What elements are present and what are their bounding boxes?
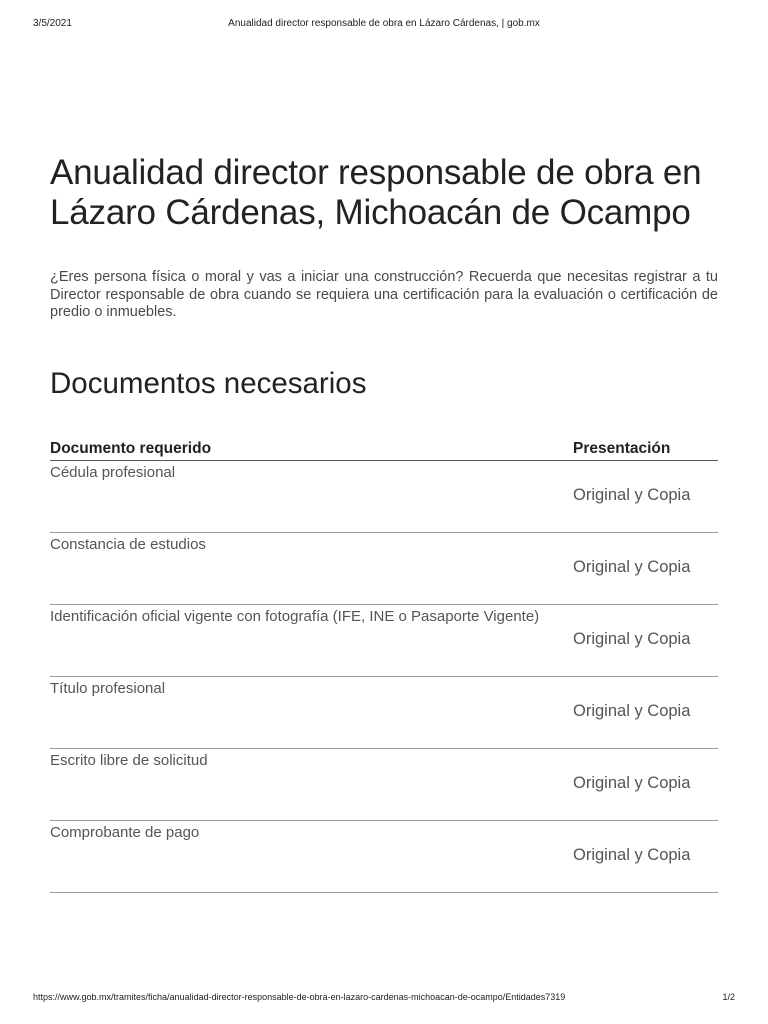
column-header-presentation: Presentación [573, 436, 718, 461]
document-name: Título profesional [50, 679, 166, 697]
print-footer [33, 992, 735, 1006]
print-page-title: Anualidad director responsable de obra en Lázaro Cárdenas, | gob.mx [228, 18, 540, 29]
presentation-value: Original y Copia [573, 701, 691, 720]
page-title: Anualidad director responsable de obra en Lázaro Cárdenas, Michoacán de Ocampo [50, 153, 702, 232]
print-date: 3/5/2021 [33, 18, 72, 29]
presentation-value: Original y Copia [573, 845, 691, 864]
table-row [50, 748, 718, 820]
column-header-document: Documento requerido [50, 436, 573, 461]
print-page-number: 1/2 [722, 992, 735, 1002]
document-name: Identificación oficial vigente con fotografía (IFE, INE o Pasaporte Vigente) [50, 607, 540, 625]
presentation-value: Original y Copia [573, 773, 691, 792]
print-header [33, 18, 735, 32]
document-name: Constancia de estudios [50, 535, 206, 553]
documents-section-title: Documentos necesarios [50, 366, 367, 400]
document-name: Escrito libre de solicitud [50, 751, 208, 769]
documents-table [50, 436, 718, 893]
intro-paragraph: ¿Eres persona física o moral y vas a iniciar una construcción? Recuerda que necesitas registrar a tu Director responsable de obra cuando se requiera una certificación para la evaluación o certificación de predio o inmuebles. [50, 269, 718, 320]
table-row [50, 532, 718, 604]
print-url: https://www.gob.mx/tramites/ficha/anualidad-director-responsable-de-obra-en-lazaro-cardenas-michoacan-de-ocampo/Entidades7319 [33, 992, 566, 1002]
presentation-value: Original y Copia [573, 629, 691, 648]
presentation-value: Original y Copia [573, 557, 691, 576]
table-row [50, 604, 718, 676]
table-header-row [50, 436, 718, 461]
main-content [50, 153, 718, 893]
presentation-value: Original y Copia [573, 485, 691, 504]
table-row [50, 820, 718, 892]
table-row [50, 676, 718, 748]
table-row [50, 460, 718, 532]
document-name: Cédula profesional [50, 463, 176, 481]
document-name: Comprobante de pago [50, 823, 200, 841]
